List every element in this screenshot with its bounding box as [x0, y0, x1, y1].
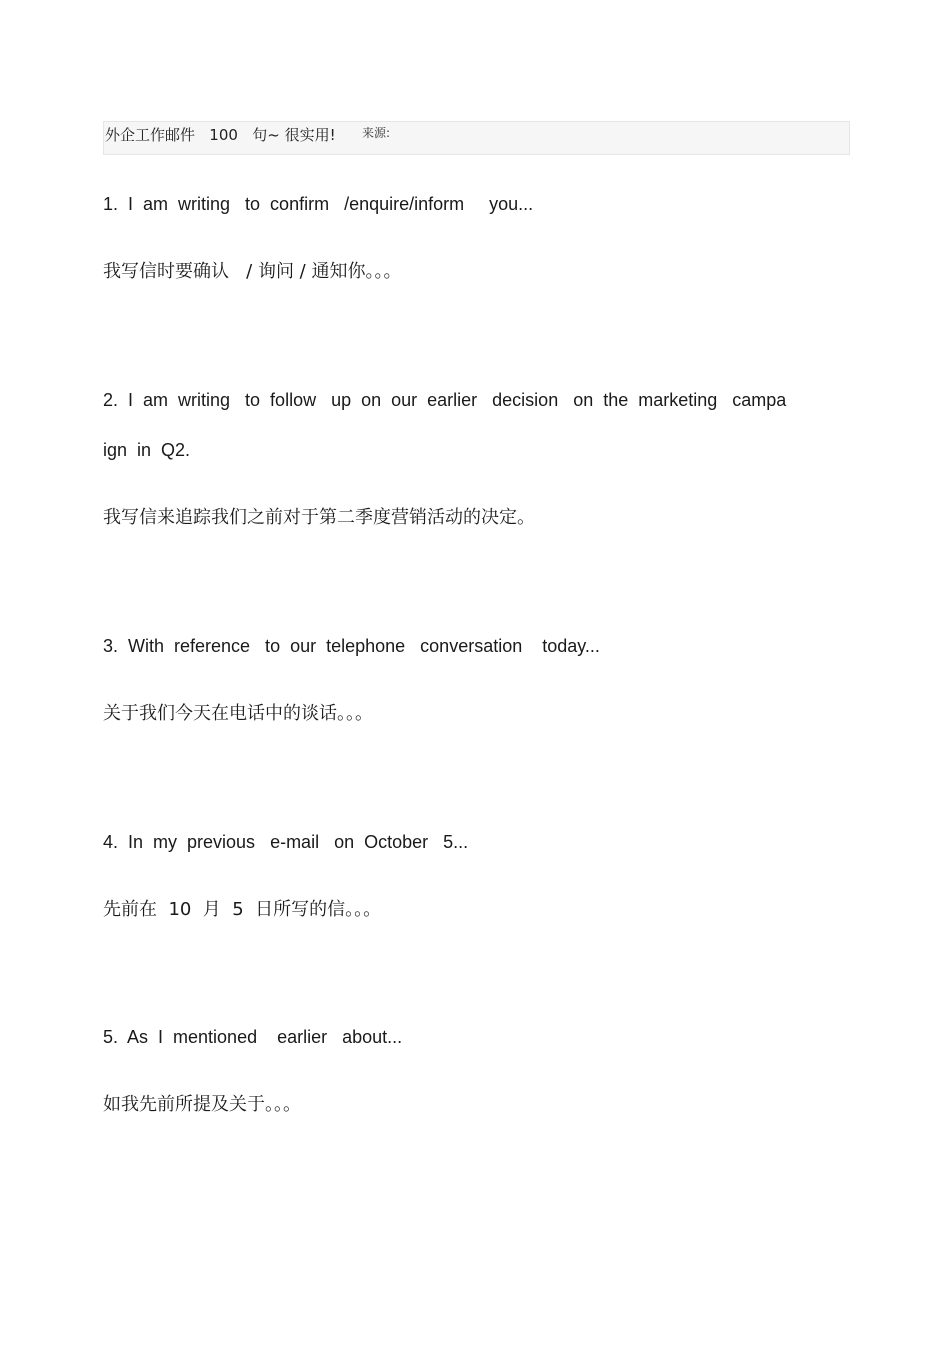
- entry-4-chinese: 先前在 10 月 5 日所写的信。。。: [103, 899, 382, 920]
- entry-2-chinese: 我写信来追踪我们之前对于第二季度营销活动的决定。: [103, 507, 535, 528]
- entry-5-english: 5. As I mentioned earlier about...: [103, 1027, 403, 1047]
- entry-5-chinese: 如我先前所提及关于。。。: [103, 1094, 301, 1115]
- entry-1-english: 1. I am writing to confirm /enquire/inform you...: [103, 194, 534, 214]
- entry-3-chinese: 关于我们今天在电话中的谈话。。。: [103, 703, 373, 724]
- entry-1-chinese: 我写信时要确认 / 询问 / 通知你。。。: [103, 261, 402, 282]
- entry-4-english: 4. In my previous e-mail on October 5...: [103, 832, 469, 852]
- entry-3-english: 3. With reference to our telephone conversation today...: [103, 636, 600, 656]
- document-header: [103, 121, 850, 155]
- entry-2-english-line1: 2. I am writing to follow up on our earlier decision on the marketing campa: [103, 390, 787, 410]
- source-label: 来源:: [362, 126, 391, 140]
- document-title: 外企工作邮件 100 句~ 很实用!: [105, 126, 336, 144]
- entry-2-english-line2: ign in Q2.: [103, 440, 191, 460]
